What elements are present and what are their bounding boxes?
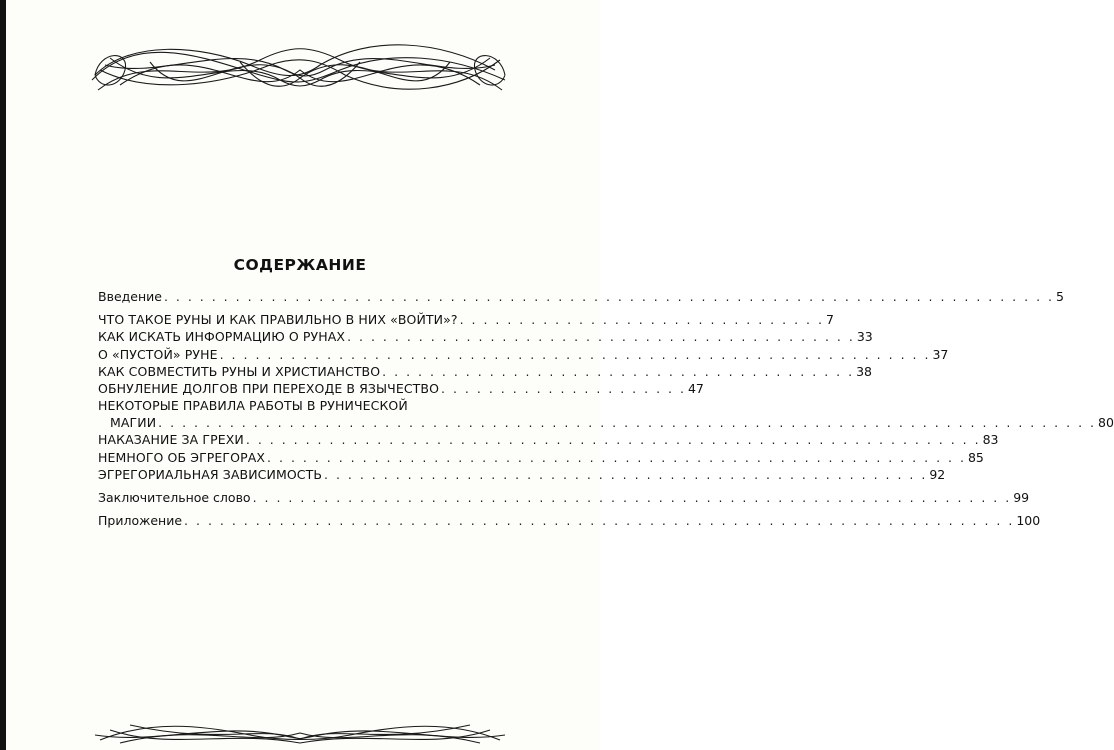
toc-entry: [98, 289, 1064, 305]
toc-entry-title: Заключительное слово: [98, 490, 251, 505]
toc-entry-title-line2: МАГИИ: [110, 415, 157, 430]
toc-entry: [98, 398, 488, 414]
dot-leader: . . . . . . . . . . . . . . . . . . . . . . . . . . . . . . . . . . . . . . . . . . . . . . . . . . .: [324, 467, 928, 482]
dot-leader: . . . . . . . . . . . . . . . . . . . . . . . . . . . . . . .: [459, 312, 824, 327]
toc-entry: [98, 513, 1041, 529]
toc-entry-title: Приложение: [98, 513, 183, 528]
dot-leader: . . . . . . . . . . . . . . . . . . . . . . . . . . . . . . . . . . . . . . . . . . . . . . . . . . . . . . . . . . . .: [219, 347, 931, 362]
toc-entry-page: 85: [967, 450, 984, 465]
toc-entry-title: НАКАЗАНИЕ ЗА ГРЕХИ: [98, 432, 244, 447]
toc-entry-page: 100: [1016, 513, 1041, 528]
toc-entry-page: 5: [1056, 289, 1064, 304]
toc-entry: [98, 329, 873, 345]
dot-leader: . . . . . . . . . . . . . . . . . . . . . . . . . . . . . . . . . . . . . . . . . . . . . . . . . . . . . . . . . . . . . . . . . . . . . .: [184, 513, 1015, 528]
toc-entry: [98, 490, 1030, 506]
toc-entry-page: 99: [1013, 490, 1030, 505]
toc-entry-title: ОБНУЛЕНИЕ ДОЛГОВ ПРИ ПЕРЕХОДЕ В ЯЗЫЧЕСТВО: [98, 381, 440, 396]
toc-entry-title: КАК ИСКАТЬ ИНФОРМАЦИЮ О РУНАХ: [98, 329, 346, 344]
toc-entry-title: НЕМНОГО ОБ ЭГРЕГОРАХ: [98, 450, 266, 465]
toc-entry-title: КАК СОВМЕСТИТЬ РУНЫ И ХРИСТИАНСТВО: [98, 364, 381, 379]
toc-entry-page: 37: [932, 347, 949, 362]
toc-entry-title-line1: НЕКОТОРЫЕ ПРАВИЛА РАБОТЫ В РУНИЧЕСКОЙ: [98, 398, 408, 413]
toc-entry: [98, 381, 704, 397]
dot-leader: . . . . . . . . . . . . . . . . . . . . . . . . . . . . . . . . . . . . . . . . . . .: [347, 329, 855, 344]
toc-entry-page: 80: [1098, 415, 1114, 430]
toc-entry-title: Введение: [98, 289, 162, 304]
toc-entry-continuation: [110, 415, 1114, 431]
toc-entry-title: О «ПУСТОЙ» РУНЕ: [98, 347, 218, 362]
toc-entry: [98, 450, 984, 466]
toc-entry-page: 83: [982, 432, 999, 447]
toc-entry-page: 7: [825, 312, 834, 327]
toc-entry-page: 47: [687, 381, 704, 396]
toc-entry: [98, 364, 872, 380]
toc-entry-title: ЭГРЕГОРИАЛЬНАЯ ЗАВИСИМОСТЬ: [98, 467, 323, 482]
toc-entry: [98, 467, 946, 483]
toc-entry-page: 38: [856, 364, 872, 379]
dot-leader: . . . . . . . . . . . . . . . . . . . . . . . . . . . . . . . . . . . . . . . .: [382, 364, 855, 379]
dot-leader: . . . . . . . . . . . . . . . . . . . . . . . . . . . . . . . . . . . . . . . . . . . . . . . . . . . . . . . . . . . . . . . .: [252, 490, 1012, 505]
page-title: СОДЕРЖАНИЕ: [233, 256, 367, 274]
toc-entry-page: 92: [929, 467, 946, 482]
dot-leader: . . . . . . . . . . . . . . . . . . . . . . . . . . . . . . . . . . . . . . . . . . . . . . . . . . . . . . . . . . . . . . . . . . . . . . . . . . .: [163, 289, 1054, 304]
dot-leader: . . . . . . . . . . . . . . . . . . . . .: [441, 381, 686, 396]
dot-leader: . . . . . . . . . . . . . . . . . . . . . . . . . . . . . . . . . . . . . . . . . . . . . . . . . . . . . . . . . . .: [267, 450, 966, 465]
toc-entry: [98, 312, 834, 328]
top-ornament: [0, 20, 600, 115]
dot-leader: . . . . . . . . . . . . . . . . . . . . . . . . . . . . . . . . . . . . . . . . . . . . . . . . . . . . . . . . . . . . . . . . . . . . . . . . . . . . . . .: [158, 415, 1096, 430]
toc-entry: [98, 432, 999, 448]
toc-entry-title: ЧТО ТАКОЕ РУНЫ И КАК ПРАВИЛЬНО В НИХ «ВОЙТИ»?: [98, 312, 458, 327]
bottom-ornament: [0, 705, 600, 750]
toc-entry-page: 33: [856, 329, 873, 344]
toc-entry: [98, 347, 949, 363]
dot-leader: . . . . . . . . . . . . . . . . . . . . . . . . . . . . . . . . . . . . . . . . . . . . . . . . . . . . . . . . . . . . . .: [245, 432, 981, 447]
